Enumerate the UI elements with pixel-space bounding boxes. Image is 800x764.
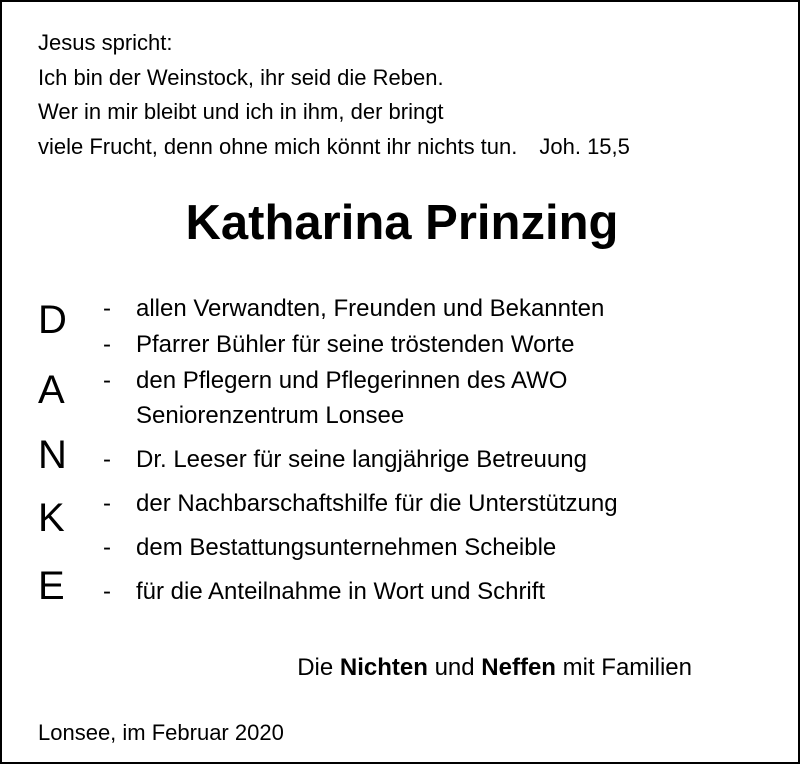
signature-text: mit Familien <box>555 654 692 681</box>
verse-line: Wer in mir bleibt und ich in ihm, der bringt <box>38 99 444 124</box>
list-dash: - <box>103 295 111 322</box>
verse-line: Jesus spricht: <box>38 30 173 55</box>
danke-letter: K <box>38 496 65 540</box>
thanks-item: für die Anteilnahme in Wort und Schrift <box>136 578 546 605</box>
deceased-name: Katharina Prinzing <box>185 196 619 250</box>
danke-letter: D <box>38 298 67 342</box>
danke-letter: N <box>38 433 67 477</box>
signature-bold: Neffen <box>481 654 556 681</box>
danke-letter: A <box>38 368 65 412</box>
place-date: Lonsee, im Februar 2020 <box>38 720 284 745</box>
thanks-item: der Nachbarschaftshilfe für die Unterstützung <box>136 490 618 517</box>
thanks-item: den Pflegern und Pflegerinnen des AWO <box>136 367 568 394</box>
thanks-item: allen Verwandten, Freunden und Bekannten <box>136 295 605 322</box>
thanks-item: Pfarrer Bühler für seine tröstenden Worte <box>136 331 575 358</box>
verse-line <box>38 130 630 165</box>
thanks-item: dem Bestattungsunternehmen Scheible <box>136 534 557 561</box>
signature <box>297 650 692 686</box>
list-dash: - <box>103 578 111 605</box>
signature-text: Die <box>297 654 340 681</box>
signature-bold: Nichten <box>339 654 428 681</box>
list-dash: - <box>103 534 111 561</box>
bible-verse <box>38 26 630 164</box>
signature-text: und <box>427 654 482 681</box>
verse-reference: Joh. 15,5 <box>539 133 630 159</box>
verse-line: Ich bin der Weinstock, ihr seid die Reben. <box>38 64 444 90</box>
list-dash: - <box>103 490 111 517</box>
thanks-item: Dr. Leeser für seine langjährige Betreuung <box>136 446 587 473</box>
thanks-item-continued: Seniorenzentrum Lonsee <box>136 402 405 429</box>
list-dash: - <box>103 446 111 473</box>
danke-letter: E <box>38 564 65 608</box>
verse-line-text: viele Frucht, denn ohne mich könnt ihr nichts tun. <box>38 133 518 159</box>
list-dash: - <box>103 331 111 358</box>
list-dash: - <box>103 367 111 394</box>
